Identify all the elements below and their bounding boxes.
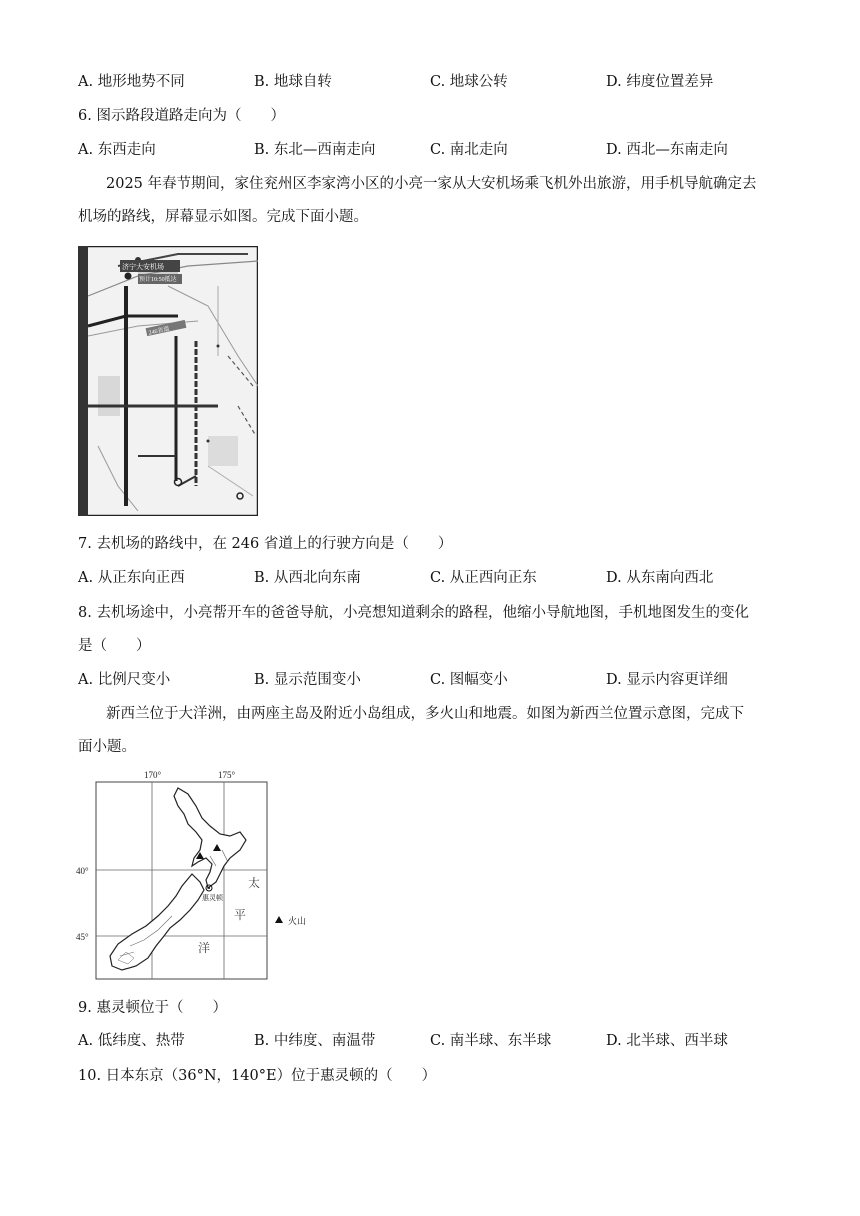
q9-option-c: C. 南半球、东半球 [430, 1033, 552, 1049]
ocean-char-2: 平 [234, 908, 247, 922]
q7-option-d: D. 从东南向西北 [606, 570, 714, 586]
q7-option-a: A. 从正东向正西 [78, 570, 185, 586]
q5-option-d: D. 纬度位置差异 [606, 74, 714, 90]
q8-option-c: C. 图幅变小 [430, 672, 508, 688]
q7-option-b: B. 从西北向东南 [254, 570, 361, 586]
q7-option-c: C. 从正西向正东 [430, 570, 537, 586]
q6-stem: 6. 图示路段道路走向为（ ） [78, 108, 285, 124]
q6-option-c: C. 南北走向 [430, 142, 508, 158]
passage2-line1: 新西兰位于大洋洲，由两座主岛及附近小岛组成，多火山和地震。如图为新西兰位置示意图，完成下 [106, 706, 744, 722]
q6-option-a: A. 东西走向 [78, 142, 156, 158]
q8-option-a: A. 比例尺变小 [78, 672, 171, 688]
q10-stem: 10. 日本东京（36°N，140°E）位于惠灵顿的（ ） [78, 1068, 437, 1084]
airport-label: 济宁大安机场 [122, 263, 164, 271]
passage1-line1: 2025 年春节期间，家住兖州区李家湾小区的小亮一家从大安机场乘飞机外出旅游，用手机导航确定去 [106, 176, 757, 192]
q8-option-d: D. 显示内容更详细 [606, 672, 728, 688]
ocean-char-1: 太 [248, 876, 261, 890]
passage2-line2: 面小题。 [78, 739, 136, 755]
passage1-line2: 机场的路线，屏幕显示如图。完成下面小题。 [78, 209, 368, 225]
q9-option-b: B. 中纬度、南温带 [254, 1033, 376, 1049]
legend-volcano-label: 火山 [288, 917, 307, 927]
ocean-char-3: 洋 [198, 941, 211, 955]
q5-option-a: A. 地形地势不同 [78, 74, 185, 90]
lon-175-label: 175° [218, 770, 236, 780]
lat-40-label: 40° [76, 866, 89, 876]
new-zealand-map [70, 766, 330, 986]
road-246-label: 246省道 [148, 326, 170, 337]
q9-option-a: A. 低纬度、热带 [78, 1033, 185, 1049]
q6-option-d: D. 西北—东南走向 [606, 142, 728, 158]
q5-option-c: C. 地球公转 [430, 74, 508, 90]
q8-option-b: B. 显示范围变小 [254, 672, 361, 688]
q9-option-d: D. 北半球、西半球 [606, 1033, 728, 1049]
navigation-map [78, 246, 258, 516]
lat-45-label: 45° [76, 932, 89, 942]
q8-stem-line1: 8. 去机场途中，小亮帮开车的爸爸导航，小亮想知道剩余的路程，他缩小导航地图，手机地图发生的变化 [78, 605, 749, 621]
q6-option-b: B. 东北—西南走向 [254, 142, 376, 158]
lon-170-label: 170° [144, 770, 162, 780]
legend-volcano-icon [275, 916, 283, 923]
q8-stem-line2: 是（ ） [78, 638, 151, 654]
eta-label: 预计10:50抵达 [139, 277, 177, 283]
q7-stem: 7. 去机场的路线中，在 246 省道上的行驶方向是（ ） [78, 536, 453, 552]
q5-option-b: B. 地球自转 [254, 74, 332, 90]
wellington-label: 惠灵顿 [202, 894, 223, 902]
q9-stem: 9. 惠灵顿位于（ ） [78, 1000, 227, 1016]
